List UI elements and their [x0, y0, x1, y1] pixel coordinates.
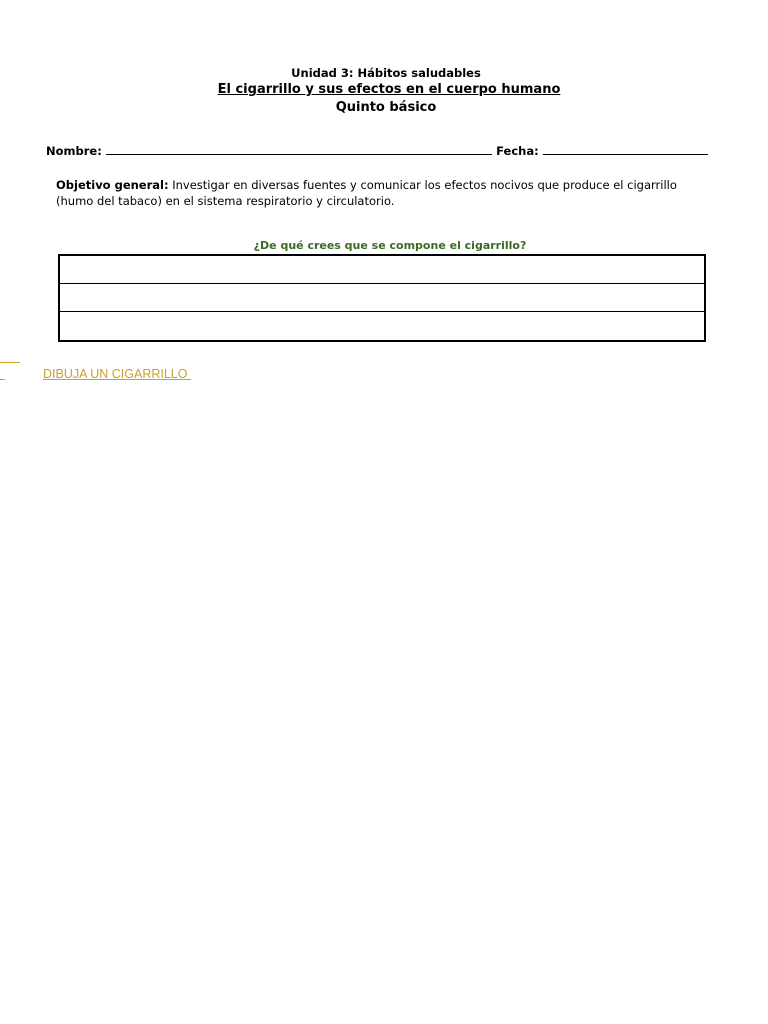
- date-field[interactable]: [543, 143, 708, 155]
- question-prompt: ¿De qué crees que se compone el cigarrillo?: [253, 239, 527, 252]
- objective-text: Investigar en diversas fuentes y comunicar los efectos nocivos que produce el cigarrillo (humo del tabaco) en el sistema respiratorio y circulatorio.: [56, 178, 677, 208]
- objective-label: Objetivo general:: [56, 178, 169, 192]
- objective-paragraph: [56, 177, 716, 209]
- draw-cigarette-link[interactable]: DIBUJA UN CIGARRILLO: [43, 367, 191, 381]
- unit-heading: Unidad 3: Hábitos saludables: [291, 66, 481, 80]
- date-label: Fecha:: [496, 144, 539, 158]
- answer-table: [58, 254, 706, 342]
- grade-level: Quinto básico: [335, 100, 437, 115]
- student-info-row: [46, 143, 708, 158]
- answer-row[interactable]: [60, 312, 704, 340]
- name-field[interactable]: [106, 143, 492, 155]
- answer-row[interactable]: [60, 284, 704, 312]
- worksheet-title: El cigarrillo y sus efectos en el cuerpo humano: [217, 82, 561, 97]
- answer-row[interactable]: [60, 256, 704, 284]
- underline-mark: [0, 379, 5, 380]
- underline-mark: [0, 362, 20, 363]
- name-label: Nombre:: [46, 144, 102, 158]
